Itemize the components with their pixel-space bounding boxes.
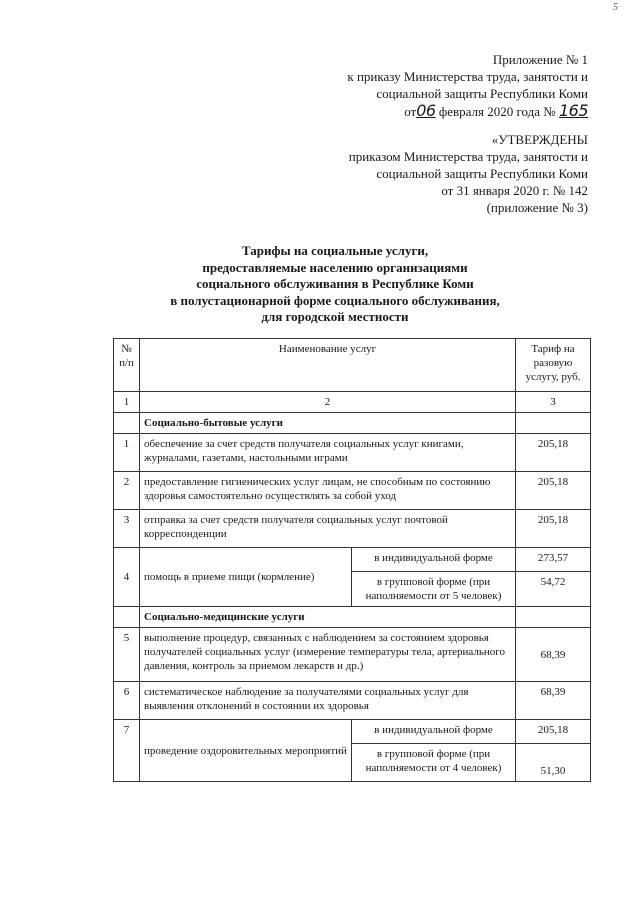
row-price: 68,39	[516, 628, 591, 682]
approved-line-4: от 31 января 2020 г. № 142	[441, 183, 588, 198]
form-group: в групповой форме (при наполняемости от 4 человек)	[352, 744, 516, 782]
table-row	[114, 434, 591, 472]
row-num: 7	[114, 720, 140, 782]
row-name: систематическое наблюдение за получателями социальных услуг для выявления отклонений в состоянии их здоровья	[140, 682, 516, 720]
price-individual: 205,18	[516, 720, 591, 744]
annex-date-prefix: от	[404, 104, 417, 119]
row-num: 5	[114, 628, 140, 682]
table-row	[114, 548, 591, 572]
table-header-row	[114, 339, 591, 392]
section-label: Социально-бытовые услуги	[140, 413, 516, 434]
title-line-3: социального обслуживания в Республике Коми	[196, 276, 474, 291]
form-group: в групповой форме (при наполняемости от 5 человек)	[352, 572, 516, 607]
title-line-5: для городской местности	[261, 309, 409, 324]
section-row-social-household	[114, 413, 591, 434]
row-num: 1	[114, 434, 140, 472]
annex-date-rest: февраля 2020 года №	[438, 104, 556, 119]
row-name: проведение оздоровительных мероприятий	[140, 720, 352, 782]
approved-line-5: (приложение № 3)	[486, 200, 588, 215]
section-row-social-medical	[114, 607, 591, 628]
title-line-2: предоставляемые населению организациями	[202, 259, 468, 275]
table-row	[114, 720, 591, 744]
row-price: 205,18	[516, 434, 591, 472]
row-price: 68,39	[516, 682, 591, 720]
row-name: предоставление гигиенических услуг лицам, не способным по состоянию здоровья самостоятельно осуществлять за собой уход	[140, 472, 516, 510]
header-num: № п/п	[114, 339, 140, 392]
annex-date-line	[347, 102, 588, 120]
annex-line-3: социальной защиты Республики Коми	[376, 86, 588, 101]
table-row	[114, 628, 591, 682]
row-price: 205,18	[516, 472, 591, 510]
annex-date-day: 06	[416, 101, 436, 120]
header-name: Наименование услуг	[140, 339, 516, 392]
section-label: Социально-медицинские услуги	[140, 607, 516, 628]
col-number-1: 1	[114, 392, 140, 413]
header-price: Тариф на разовую услугу, руб.	[516, 339, 591, 392]
column-number-row	[114, 392, 591, 413]
annex-line-1: Приложение № 1	[492, 52, 588, 67]
annex-line-2: к приказу Министерства труда, занятости и	[347, 69, 588, 84]
tariffs-table	[113, 338, 591, 782]
annex-header	[347, 51, 588, 120]
document-title	[120, 243, 550, 326]
table-row	[114, 682, 591, 720]
row-price: 205,18	[516, 510, 591, 548]
annex-order-number: 165	[558, 101, 588, 120]
approved-line-3: социальной защиты Республики Коми	[376, 166, 588, 181]
row-num: 4	[114, 548, 140, 607]
section-empty-cell	[516, 413, 591, 434]
form-individual: в индивидуальной форме	[352, 548, 516, 572]
page-number: 5	[613, 2, 618, 13]
form-individual: в индивидуальной форме	[352, 720, 516, 744]
approved-line-1: «УТВЕРЖДЕНЫ	[491, 132, 588, 147]
col-number-3: 3	[516, 392, 591, 413]
table-row	[114, 472, 591, 510]
row-name: помощь в приеме пищи (кормление)	[140, 548, 352, 607]
row-name: обеспечение за счет средств получателя социальных услуг книгами, журналами, газетами, настольными играми	[140, 434, 516, 472]
row-name: отправка за счет средств получателя социальных услуг почтовой корреспонденции	[140, 510, 516, 548]
row-name: выполнение процедур, связанных с наблюдением за состоянием здоровья получателей социальных услуг (измерение температуры тела, артериального давления, контроль за приемом лекарств и др.)	[140, 628, 516, 682]
approved-block	[349, 131, 588, 216]
title-line-4: в полустационарной форме социального обслуживания,	[170, 292, 500, 308]
row-num: 3	[114, 510, 140, 548]
title-line-1: Тарифы на социальные услуги,	[241, 243, 429, 258]
table-row	[114, 510, 591, 548]
section-empty-cell	[114, 413, 140, 434]
price-group: 51,30	[516, 744, 591, 782]
col-number-2: 2	[140, 392, 516, 413]
section-empty-cell	[114, 607, 140, 628]
price-group: 54,72	[516, 572, 591, 607]
row-num: 6	[114, 682, 140, 720]
row-num: 2	[114, 472, 140, 510]
section-empty-cell	[516, 607, 591, 628]
price-individual: 273,57	[516, 548, 591, 572]
approved-line-2: приказом Министерства труда, занятости и	[348, 149, 588, 164]
